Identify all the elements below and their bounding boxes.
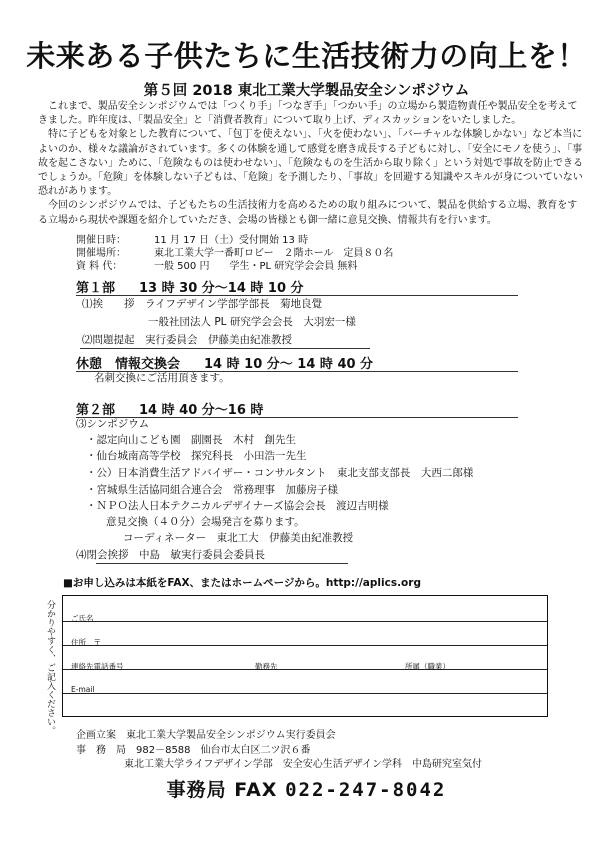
event-date-label: 開催日時： — [76, 235, 126, 246]
form-divider — [63, 645, 547, 646]
part1-heading — [76, 277, 304, 296]
office-line — [76, 744, 311, 757]
fax-number: 022-247-8042 — [285, 779, 447, 801]
part2-heading — [76, 399, 263, 418]
break-note: 名刺交換にご活用頂きます。 — [94, 372, 230, 384]
intro-paragraph-3: 今回のシンポジウムでは、子どもたちの生活技術力を高めるための取り組みについて、製品を供給する立場、教育をする立場から現状や課題を紹介していただき、会場の皆様とも御一緒に意見交換、情報共有を行います。 — [38, 200, 578, 226]
organizer-label: 企画立案 — [76, 730, 116, 741]
form-divider — [63, 621, 547, 622]
part1-line-greeting: ⑴挨 拶 ライフデザイン学部学部長 菊地良覺 — [82, 298, 323, 310]
speaker-item: ・宮城県生活協同組合連合会 常務理事 加藤房子様 — [86, 484, 338, 496]
phone-field-label: 連絡先電話番号 — [71, 662, 124, 671]
intro-paragraph-2: 特に子どもを対象とした教育について、「包丁を使えない」、「火を使わない」、「バーチャルな体験しかない」など本当によいのか、様々な議論がされています。多くの体験を通して感覚を磨き成長する子どもに対し、「安全にモノを使う」、「事故を起こさない」ために、「危険なものは使わせない」、「危険なものを生活から取り除く」という対処で事故を防止できるでしょうか。「危険」を体験しない子どもは、「危険」を予測したり、「事故」を回避する知識やスキルが身についていない恐れがあります。 — [38, 129, 583, 198]
event-place — [76, 247, 496, 260]
speaker-item: ・仙台城南高等学校 探究科長 小田浩一先生 — [86, 450, 307, 462]
break-heading — [76, 353, 373, 372]
speaker-item: ・ＮＰＯ法人日本テクニカルデザイナーズ協会会長 渡辺吉明様 — [86, 500, 389, 512]
name-field-label: ご氏名 — [71, 614, 94, 623]
fax-line — [0, 775, 613, 802]
part1-line-guest: 一般社団法人 PL 研究学会会長 大羽宏一様 — [148, 316, 356, 328]
part2-label: 第２部 — [76, 403, 116, 418]
closing-line: ⑷閉会挨拶 中島 敏実行委員会委員長 — [76, 549, 265, 561]
application-form — [62, 595, 548, 717]
event-date-value: 11 月 17 日（土）受付開始 13 時 — [154, 235, 309, 246]
symposium-heading: ⑶シンポジウム — [76, 418, 150, 430]
affiliation-field-label: 所属（職業） — [405, 662, 450, 671]
event-place-value: 東北工業大学一番町ロビー ２階ホール 定員８０名 — [154, 248, 394, 259]
break-time: 14 時 10 分〜 14 時 40 分 — [204, 357, 374, 372]
page-subtitle: 第５回 2018 東北工業大学製品安全シンポジウム — [143, 83, 470, 99]
speaker-item: ・認定向山こども園 副園長 木村 創先生 — [86, 434, 296, 446]
event-date — [76, 234, 496, 247]
event-info — [76, 234, 496, 273]
office-label: 事 務 局 — [76, 745, 126, 756]
event-fee — [76, 260, 496, 273]
part1-time: 13 時 30 分〜14 時 10 分 — [139, 281, 304, 296]
fax-label: 事務局 FAX — [166, 779, 278, 801]
break-label: 休憩 情報交換会 — [76, 357, 181, 372]
event-fee-label: 資 料 代： — [76, 261, 123, 272]
intro-text — [38, 100, 586, 228]
form-divider — [63, 693, 547, 694]
organizer-value: 東北工業大学製品安全シンポジウム実行委員会 — [126, 730, 336, 741]
coordinator-line: コーディネーター 東北工大 伊藤美由紀准教授 — [123, 532, 354, 544]
exchange-note: 意見交換（４０分）会場発言を募ります。 — [106, 516, 305, 528]
form-divider — [63, 669, 547, 670]
event-place-label: 開催場所： — [76, 248, 126, 259]
office-dept: 東北工業大学ライフデザイン学部 安全安心生活デザイン学科 中島研究室気付 — [124, 759, 482, 770]
application-notice: ■お申し込みは本紙をFAX、またはホームページから。http://aplics.org — [63, 577, 421, 589]
address-field-label: 住所 〒 — [71, 638, 101, 647]
part1-divider — [76, 295, 518, 296]
page-title: 未来ある子供たちに生活技術力の向上を！ — [26, 39, 587, 73]
event-fee-value: 一般 500 円 学生・PL 研究学会会員 無料 — [154, 261, 358, 272]
organizer-line — [76, 729, 336, 742]
speaker-item: ・公）日本消費生活アドバイザー・コンサルタント 東北支部支部長 大西二郎様 — [86, 467, 474, 479]
part1-line-problem: ⑵問題提起 実行委員会 伊藤美由紀准教授 — [82, 334, 292, 346]
part2-time: 14 時 40 分〜16 時 — [139, 403, 264, 418]
office-address: 982－8588 仙台市太白区二ツ沢６番 — [136, 745, 311, 756]
part1-label: 第１部 — [76, 281, 116, 296]
email-field-label: E-mail — [71, 685, 95, 694]
part2-end-rule — [96, 563, 348, 564]
work-field-label: 勤務先 — [255, 662, 278, 671]
part1-end-rule — [80, 348, 370, 349]
intro-paragraph-1: これまで、製品安全シンポジウムでは「つくり手」「つなぎ手」「つかい手」の立場から製造物責任や製品安全を考えてきました。昨年度は、「製品安全」と「消費者教育」について取り上げ、ディスカッションをいたしました。 — [38, 101, 578, 127]
form-side-note: 分かりやすく、ご記入ください。 — [45, 600, 55, 735]
